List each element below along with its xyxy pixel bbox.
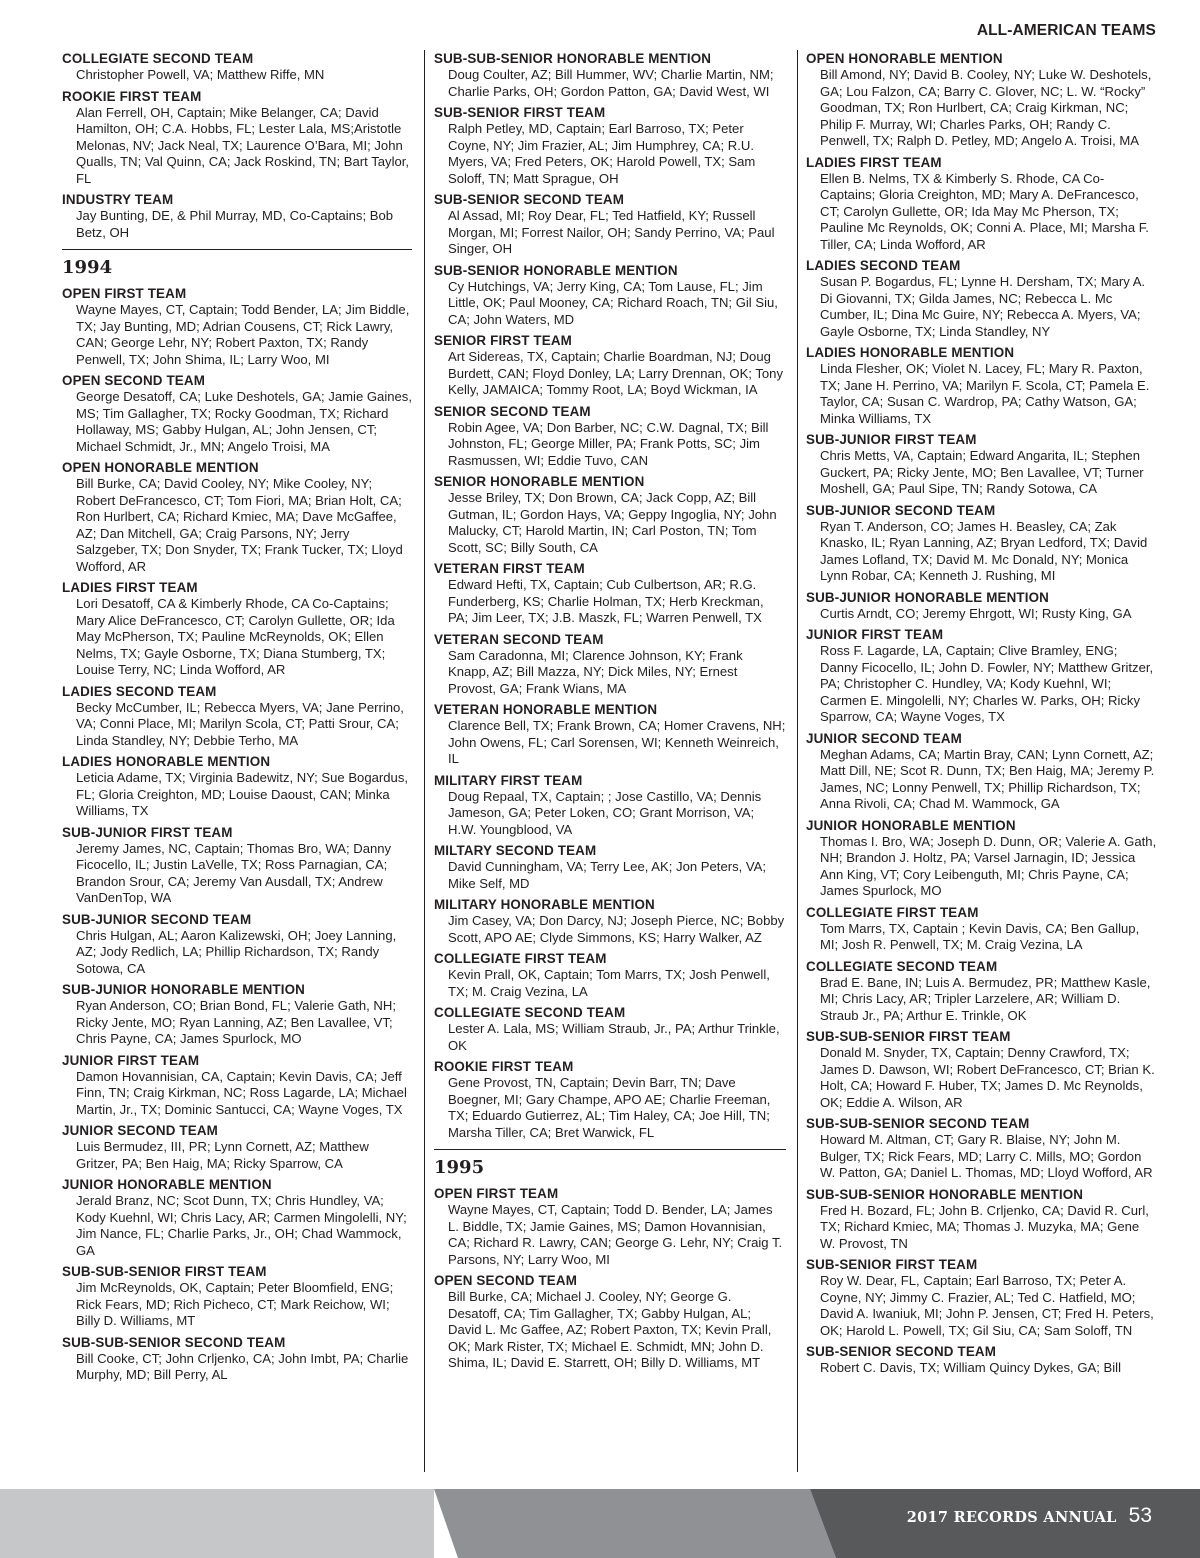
team-section bbox=[62, 1052, 412, 1119]
team-members: Linda Flesher, OK; Violet N. Lacey, FL; Mary R. Paxton, TX; Jane H. Perrino, VA; Marilyn F. Scola, CT; Pamela E. Taylor, CA; Susan C. Wardrop, PA; Cathy Watson, GA; Minka Williams, TX bbox=[820, 361, 1150, 426]
team-members: Robert C. Davis, TX; William Quincy Dykes, GA; Bill bbox=[820, 1360, 1121, 1375]
column-2 bbox=[434, 50, 786, 1376]
footer-band-mid bbox=[434, 1489, 836, 1558]
team-heading: JUNIOR SECOND TEAM bbox=[806, 730, 962, 746]
team-section bbox=[806, 50, 1158, 150]
team-heading: SUB-JUNIOR HONORABLE MENTION bbox=[62, 982, 306, 997]
team-section bbox=[806, 1186, 1158, 1253]
footer-band-light bbox=[0, 1489, 434, 1558]
team-members: Cy Hutchings, VA; Jerry King, CA; Tom Lause, FL; Jim Little, OK; Paul Mooney, CA; Richard Roach, TN; Gil Siu, CA; John Waters, MD bbox=[448, 278, 778, 327]
team-section bbox=[434, 896, 786, 946]
team-members: Jerald Branz, NC; Scot Dunn, TX; Chris Hundley, VA; Kody Kuehnl, WI; Chris Lacy, AR; Carmen Mingolelli, NY; Jim Nance, FL; Charlie Parks, Jr., OH; Chad Wammock, GA bbox=[76, 1193, 407, 1258]
team-heading: SUB-JUNIOR FIRST TEAM bbox=[62, 824, 233, 840]
team-heading: SUB-SUB-SENIOR FIRST TEAM bbox=[806, 1029, 1011, 1044]
team-section bbox=[806, 502, 1158, 585]
team-members: Robin Agee, VA; Don Barber, NC; C.W. Dagnal, TX; Bill Johnston, FL; George Miller, PA; Frank Potts, SC; Jim Rasmussen, WI; Eddie Tuvo, CAN bbox=[448, 419, 769, 468]
team-heading: COLLEGIATE FIRST TEAM bbox=[434, 951, 607, 966]
team-members: Leticia Adame, TX; Virginia Badewitz, NY; Sue Bogardus, FL; Gloria Creighton, MD; Louise Daoust, CAN; Minka Williams, TX bbox=[76, 770, 409, 818]
team-section bbox=[806, 431, 1158, 498]
team-heading: SUB-JUNIOR FIRST TEAM bbox=[806, 432, 977, 447]
team-members: Damon Hovannisian, CA, Captain; Kevin Davis, CA; Jeff Finn, TN; Craig Kirkman, NC; Ross Lagarde, LA; Michael Martin, Jr., TX; Dominic Santucci, CA; Wayne Voges, TX bbox=[76, 1068, 407, 1117]
team-heading: OPEN SECOND TEAM bbox=[434, 1273, 578, 1288]
team-heading: LADIES HONORABLE MENTION bbox=[806, 345, 1015, 360]
team-heading: SUB-SUB-SENIOR SECOND TEAM bbox=[62, 1334, 286, 1350]
team-members: Becky McCumber, IL; Rebecca Myers, VA; Jane Perrino, VA; Conni Place, MI; Marilyn Scola, CT; Patti Srour, CA; Linda Standley, NY; Debbie Terho, MA bbox=[76, 699, 404, 748]
team-section bbox=[62, 372, 412, 455]
year-section-divider bbox=[62, 249, 412, 279]
team-members: Christopher Powell, VA; Matthew Riffe, MN bbox=[76, 67, 325, 82]
year-heading: 1995 bbox=[434, 1157, 485, 1178]
team-members: David Cunningham, VA; Terry Lee, AK; Jon Peters, VA; Mike Self, MD bbox=[448, 859, 767, 891]
team-section bbox=[434, 262, 786, 329]
team-members: Chris Metts, VA, Captain; Edward Angarita, IL; Stephen Guckert, PA; Ricky Jente, MO; Ben Lavallee, VT; Turner Moshell, GA; Paul Sipe, TN; Randy Sotowa, CA bbox=[820, 448, 1144, 496]
team-section bbox=[434, 403, 786, 470]
team-section bbox=[434, 191, 786, 258]
year-heading: 1994 bbox=[62, 257, 113, 278]
team-section bbox=[62, 191, 412, 241]
team-heading: LADIES SECOND TEAM bbox=[62, 683, 217, 699]
team-section bbox=[806, 257, 1158, 340]
team-section bbox=[434, 772, 786, 839]
team-section bbox=[806, 730, 1158, 813]
team-section bbox=[434, 1185, 786, 1268]
team-section bbox=[434, 701, 786, 768]
team-heading: SUB-SENIOR SECOND TEAM bbox=[806, 1344, 997, 1359]
team-members: Lori Desatoff, CA & Kimberly Rhode, CA Co-Captains; Mary Alice DeFrancesco, CT; Carolyn Gullette, OR; Ida May McPherson, TX; Pauline McReynolds, OK; Ellen Nelms, TX; Gayle Osborne, TX; Diana Stumberg, TX; Louise Terry, NC; Linda Wofford, AR bbox=[76, 596, 395, 677]
team-members: Fred H. Bozard, FL; John B. Crljenko, CA; David R. Curl, TX; Richard Kmiec, MA; Thomas J. Muzyka, MA; Gene W. Provost, TN bbox=[820, 1202, 1149, 1251]
team-heading: INDUSTRY TEAM bbox=[62, 192, 174, 207]
team-section bbox=[806, 1115, 1158, 1182]
team-section bbox=[434, 50, 786, 100]
team-members: Doug Repaal, TX, Captain; ; Jose Castillo, VA; Dennis Jameson, GA; Peter Loken, CO; Grant Morrison, VA; H.W. Youngblood, VA bbox=[448, 788, 762, 837]
team-heading: SENIOR HONORABLE MENTION bbox=[434, 474, 645, 489]
team-members: Luis Bermudez, III, PR; Lynn Cornett, AZ; Matthew Gritzer, PA; Ben Haig, MA; Ricky Sparrow, CA bbox=[76, 1139, 369, 1171]
team-section bbox=[62, 88, 412, 188]
team-section bbox=[806, 589, 1158, 623]
team-section bbox=[434, 473, 786, 556]
team-heading: OPEN FIRST TEAM bbox=[62, 286, 187, 301]
team-section bbox=[434, 631, 786, 698]
team-heading: OPEN FIRST TEAM bbox=[434, 1186, 559, 1201]
team-section bbox=[62, 1334, 412, 1384]
team-members: Jim Casey, VA; Don Darcy, NJ; Joseph Pierce, NC; Bobby Scott, APO AE; Clyde Simmons, KS; Harry Walker, AZ bbox=[448, 913, 785, 945]
team-members: Ryan T. Anderson, CO; James H. Beasley, CA; Zak Knasko, IL; Ryan Lanning, AZ; Bryan Ledford, TX; David James Lofland, TX; David M. Mc Donald, NY; Monica Lynn Robar, CA; Kenneth J. Rushing, MI bbox=[820, 518, 1148, 583]
team-section bbox=[806, 958, 1158, 1025]
team-heading: SENIOR SECOND TEAM bbox=[434, 403, 591, 419]
team-members: Susan P. Bogardus, FL; Lynne H. Dersham, TX; Mary A. Di Giovanni, TX; Gilda James, NC; Rebecca L. Mc Cumber, IL; Dina Mc Guire, NY; Rebecca A. Myers, VA; Gayle Osborne, TX; Linda Standley, NY bbox=[820, 274, 1146, 339]
team-members: Jim McReynolds, OK, Captain; Peter Bloomfield, ENG; Rick Fears, MD; Rich Picheco, CT; Mark Reichow, WI; Billy D. Williams, MT bbox=[76, 1280, 394, 1328]
team-members: Bill Burke, CA; Michael J. Cooley, NY; George G. Desatoff, CA; Tim Gallagher, TX; Gabby Hulgan, AL; David L. Mc Gaffee, AZ; Robert Paxton, TX; Kevin Prall, OK; Mark Rister, TX; Michael E. Schmidt, MN; John D. Shima, IL; David E. Starrett, OH; Billy D. Williams, MT bbox=[448, 1289, 772, 1370]
team-members: Bill Cooke, CT; John Crljenko, CA; John Imbt, PA; Charlie Murphy, MD; Bill Perry, AL bbox=[76, 1350, 409, 1382]
team-heading: LADIES FIRST TEAM bbox=[806, 154, 942, 170]
team-members: Jesse Briley, TX; Don Brown, CA; Jack Copp, AZ; Bill Gutman, IL; Gordon Hays, VA; Geppy Ingoglia, NY; John Malucky, CT; Harold Martin, IN; Carl Poston, TN; Tom Scott, SC; Billy South, CA bbox=[448, 490, 777, 555]
team-heading: JUNIOR FIRST TEAM bbox=[806, 627, 944, 642]
team-members: Kevin Prall, OK, Captain; Tom Marrs, TX; Josh Penwell, TX; M. Craig Vezina, LA bbox=[448, 967, 770, 999]
team-section bbox=[806, 626, 1158, 726]
team-heading: SUB-SUB-SENIOR SECOND TEAM bbox=[806, 1116, 1030, 1131]
team-section bbox=[434, 1058, 786, 1141]
column-divider bbox=[797, 50, 798, 1472]
team-heading: SUB-SUB-SENIOR FIRST TEAM bbox=[62, 1264, 267, 1279]
team-members: Ryan Anderson, CO; Brian Bond, FL; Valerie Gath, NH; Ricky Jente, MO; Ryan Lanning, AZ; Ben Lavallee, VT; Chris Payne, CA; James Spurlock, MO bbox=[76, 998, 396, 1046]
team-members: Doug Coulter, AZ; Bill Hummer, WV; Charlie Martin, NM; Charlie Parks, OH; Gordon Patton, GA; David West, WI bbox=[448, 67, 774, 99]
team-heading: OPEN HONORABLE MENTION bbox=[806, 51, 1003, 66]
team-members: Meghan Adams, CA; Martin Bray, CAN; Lynn Cornett, AZ; Matt Dill, NE; Scot R. Dunn, TX; Ben Haig, MA; Jeremy P. James, NC; Lonny Penwell, TX; Phillip Richardson, TX; Anna Rivoli, CA; Chad M. Wammock, GA bbox=[820, 746, 1155, 811]
team-section bbox=[434, 1272, 786, 1372]
team-section bbox=[434, 950, 786, 1000]
team-heading: SUB-SUB-SENIOR HONORABLE MENTION bbox=[806, 1186, 1084, 1202]
team-heading: SUB-SENIOR FIRST TEAM bbox=[434, 105, 606, 120]
team-heading: COLLEGIATE FIRST TEAM bbox=[806, 904, 979, 920]
team-members: Sam Caradonna, MI; Clarence Johnson, KY; Frank Knapp, AZ; Bill Mazza, NY; Dick Miles, NY; Ernest Provost, GA; Frank Wians, MA bbox=[448, 647, 743, 696]
team-members: Curtis Arndt, CO; Jeremy Ehrgott, WI; Rusty King, GA bbox=[820, 605, 1132, 621]
team-heading: JUNIOR FIRST TEAM bbox=[62, 1052, 200, 1068]
publication-name: 2017 RECORDS ANNUAL bbox=[906, 1509, 1117, 1526]
team-heading: LADIES SECOND TEAM bbox=[806, 258, 961, 273]
team-heading: MILTARY SECOND TEAM bbox=[434, 843, 597, 858]
team-heading: SUB-JUNIOR HONORABLE MENTION bbox=[806, 589, 1050, 605]
team-members: Alan Ferrell, OH, Captain; Mike Belanger, CA; David Hamilton, OH; C.A. Hobbs, FL; Lester Lala, MS;Aristotle Melonas, NV; Jack Neal, TX; Laurence O’Bara, MI; John Qualls, TN; Val Quinn, CA; Jack Roskind, TN; Bart Taylor, FL bbox=[76, 104, 410, 186]
team-members: Ross F. Lagarde, LA, Captain; Clive Bramley, ENG; Danny Ficocello, IL; John D. Fowler, NY; Matthew Gritzer, PA; Christopher C. Hundley, VA; Kody Kuehnl, WI; Carmen E. Mingolelli, NY; Charles W. Parks, OH; Ricky Sparrow, CA; Wayne Voges, TX bbox=[820, 643, 1154, 724]
team-members: Bill Amond, NY; David B. Cooley, NY; Luke W. Deshotels, GA; Lou Falzon, CA; Barry C. Glover, NC; L. W. “Rocky” Goodman, TX; Ron Hurlbert, CA; Craig Kirkman, NC; Philip F. Murray, WI; Charles Parks, OH; Randy C. Penwell, TX; Ralph D. Petley, MD; Angelo A. Troisi, MA bbox=[820, 67, 1152, 148]
team-heading: MILITARY HONORABLE MENTION bbox=[434, 897, 655, 912]
team-heading: SUB-JUNIOR SECOND TEAM bbox=[806, 502, 996, 518]
team-section bbox=[62, 911, 412, 978]
column-3 bbox=[806, 50, 1158, 1381]
team-members: Chris Hulgan, AL; Aaron Kalizewski, OH; Joey Lanning, AZ; Jody Redlich, LA; Phillip Richardson, TX; Randy Sotowa, CA bbox=[76, 927, 397, 976]
team-members: Brad E. Bane, IN; Luis A. Bermudez, PR; Matthew Kasle, MI; Chris Lacy, AR; Tripler Larzelere, AR; William D. Straub Jr., PA; Arthur E. Trinkle, OK bbox=[820, 974, 1151, 1023]
team-section bbox=[806, 1028, 1158, 1111]
team-members: Gene Provost, TN, Captain; Devin Barr, TN; Dave Boegner, MI; Gary Champe, APO AE; Charlie Freeman, TX; Eduardo Gutierrez, AL; Tim Haley, CA; Joe Hill, TN; Marsha Tiller, CA; Bret Warwick, FL bbox=[448, 1075, 771, 1140]
team-heading: SUB-SUB-SENIOR HONORABLE MENTION bbox=[434, 51, 712, 66]
column-1 bbox=[62, 50, 412, 1388]
team-heading: COLLEGIATE SECOND TEAM bbox=[806, 958, 998, 974]
team-section bbox=[62, 1263, 412, 1330]
team-section bbox=[434, 1004, 786, 1054]
team-heading: ROOKIE FIRST TEAM bbox=[62, 88, 202, 104]
team-members: Howard M. Altman, CT; Gary R. Blaise, NY; John M. Bulger, TX; Rick Fears, MD; Larry C. Mills, MO; Gordon W. Patton, GA; Daniel L. Thomas, MD; Lloyd Wofford, AR bbox=[820, 1132, 1153, 1180]
team-section bbox=[806, 344, 1158, 427]
team-members: Wayne Mayes, CT, Captain; Todd D. Bender, LA; James L. Biddle, TX; Jamie Gaines, MS; Damon Hovannisian, CA; Richard R. Lawry, CAN; George G. Lehr, NY; Craig T. Parsons, NY; Larry Woo, MI bbox=[448, 1202, 783, 1267]
team-heading: LADIES FIRST TEAM bbox=[62, 580, 198, 595]
team-heading: SUB-JUNIOR SECOND TEAM bbox=[62, 911, 252, 927]
team-members: Ellen B. Nelms, TX & Kimberly S. Rhode, CA Co-Captains; Gloria Creighton, MD; Mary A. DeFrancesco, CT; Carolyn Gullette, OR; Ida May Mc Pherson, TX; Pauline Mc Reynolds, OK; Conni A. Place, MI; Marsha F. Tiller, CA; Linda Wofford, AR bbox=[820, 170, 1149, 252]
team-section bbox=[62, 824, 412, 907]
team-members: Clarence Bell, TX; Frank Brown, CA; Homer Cravens, NH; John Owens, FL; Carl Sorensen, WI; Kenneth Weinreich, IL bbox=[448, 718, 786, 766]
team-section bbox=[62, 459, 412, 575]
team-section bbox=[62, 50, 412, 84]
team-members: Jay Bunting, DE, & Phil Murray, MD, Co-Captains; Bob Betz, OH bbox=[76, 208, 394, 240]
page-number: 53 bbox=[1128, 1504, 1152, 1527]
team-heading: MILITARY FIRST TEAM bbox=[434, 772, 583, 788]
team-heading: COLLEGIATE SECOND TEAM bbox=[62, 51, 254, 66]
team-section bbox=[806, 1256, 1158, 1339]
team-section bbox=[62, 1122, 412, 1172]
running-head: ALL-AMERICAN TEAMS bbox=[976, 22, 1156, 39]
team-members: Thomas I. Bro, WA; Joseph D. Dunn, OR; Valerie A. Gath, NH; Brandon J. Holtz, PA; Varsel Jarnagin, ID; Jessica Ann King, VT; Cory Leibenguth, MI; Chris Payne, CA; James Spurlock, MO bbox=[820, 833, 1157, 898]
team-members: Bill Burke, CA; David Cooley, NY; Mike Cooley, NY; Robert DeFrancesco, CT; Tom Fiori, MA; Brian Holt, CA; Ron Hurlbert, CA; Richard Kmiec, MA; Dave McGaffee, AZ; Dan Mitchell, GA; Craig Parsons, NY; Jerry Salzgeber, TX; Don Snyder, TX; Frank Tucker, TX; Lloyd Wofford, AR bbox=[76, 476, 403, 574]
team-heading: VETERAN HONORABLE MENTION bbox=[434, 702, 658, 717]
team-members: George Desatoff, CA; Luke Deshotels, GA; Jamie Gaines, MS; Tim Gallagher, TX; Rocky Goodman, TX; Richard Hollaway, MS; Gabby Hulgan, AL; John Jensen, CT; Michael Schmidt, Jr., MN; Angelo Troisi, MA bbox=[76, 389, 412, 454]
page-footer bbox=[0, 1489, 1200, 1558]
team-section bbox=[62, 579, 412, 679]
team-section bbox=[62, 1176, 412, 1259]
team-heading: VETERAN SECOND TEAM bbox=[434, 631, 604, 647]
team-heading: COLLEGIATE SECOND TEAM bbox=[434, 1005, 626, 1020]
team-members: Wayne Mayes, CT, Captain; Todd Bender, LA; Jim Biddle, TX; Jay Bunting, MD; Adrian Cousens, CT; Rick Lawry, CAN; George Lehr, NY; Robert Paxton, TX; Randy Penwell, TX; John Shima, IL; Larry Woo, MI bbox=[76, 302, 410, 367]
team-section bbox=[806, 1343, 1158, 1377]
team-section bbox=[434, 104, 786, 187]
team-heading: LADIES HONORABLE MENTION bbox=[62, 754, 271, 769]
team-heading: SUB-SENIOR HONORABLE MENTION bbox=[434, 262, 678, 278]
team-section bbox=[434, 332, 786, 399]
team-heading: ROOKIE FIRST TEAM bbox=[434, 1059, 574, 1074]
team-section bbox=[62, 285, 412, 368]
team-heading: JUNIOR HONORABLE MENTION bbox=[62, 1177, 272, 1192]
team-section bbox=[62, 753, 412, 820]
team-section bbox=[806, 154, 1158, 254]
team-members: Edward Hefti, TX, Captain; Cub Culbertson, AR; R.G. Funderberg, KS; Charlie Holman, TX; Herb Kreckman, PA; Jim Leer, TX; J.B. Maszk, FL; Warren Penwell, TX bbox=[448, 577, 764, 625]
column-divider bbox=[424, 50, 425, 1472]
team-heading: JUNIOR HONORABLE MENTION bbox=[806, 817, 1016, 833]
team-members: Tom Marrs, TX, Captain ; Kevin Davis, CA; Ben Gallup, MI; Josh R. Penwell, TX; M. Craig Vezina, LA bbox=[820, 920, 1140, 952]
team-section bbox=[806, 817, 1158, 900]
footer-text bbox=[907, 1504, 1152, 1528]
team-members: Jeremy James, NC, Captain; Thomas Bro, WA; Danny Ficocello, IL; Justin LaVelle, TX; Ross Parnagian, CA; Brandon Srour, CA; Jeremy Van Ausdall, TX; Andrew VanDenTop, WA bbox=[76, 840, 392, 905]
team-section bbox=[62, 683, 412, 750]
team-members: Lester A. Lala, MS; William Straub, Jr., PA; Arthur Trinkle, OK bbox=[448, 1021, 780, 1053]
team-section bbox=[434, 560, 786, 627]
team-members: Al Assad, MI; Roy Dear, FL; Ted Hatfield, KY; Russell Morgan, MI; Forrest Nailor, OH; Sandy Perrino, VA; Paul Singer, OH bbox=[448, 208, 775, 256]
team-heading: SENIOR FIRST TEAM bbox=[434, 333, 572, 348]
team-members: Donald M. Snyder, TX, Captain; Denny Crawford, TX; James D. Dawson, WI; Robert DeFrancesco, CT; Brian K. Holt, CA; Howard F. Huber, TX; James D. Mc Reynolds, OK; Eddie A. Wilson, AR bbox=[820, 1045, 1155, 1110]
team-members: Ralph Petley, MD, Captain; Earl Barroso, TX; Peter Coyne, NY; Jim Frazier, AL; Jim Humphrey, CA; R.U. Myers, VA; Fred Peters, OK; Harold Powell, TX; Sam Soloff, TN; Matt Sprague, OH bbox=[448, 121, 756, 186]
team-heading: OPEN SECOND TEAM bbox=[62, 373, 206, 388]
team-heading: SUB-SENIOR SECOND TEAM bbox=[434, 192, 625, 207]
team-section bbox=[806, 904, 1158, 954]
team-heading: OPEN HONORABLE MENTION bbox=[62, 460, 259, 475]
team-heading: SUB-SENIOR FIRST TEAM bbox=[806, 1257, 978, 1272]
team-section bbox=[62, 981, 412, 1048]
team-section bbox=[434, 842, 786, 892]
team-members: Roy W. Dear, FL, Captain; Earl Barroso, TX; Peter A. Coyne, NY; Jimmy C. Frazier, AL; Ted C. Hatfield, MO; David A. Iwaniuk, MI; John P. Jensen, CT; Fred H. Peters, OK; Harold L. Powell, TX; Gil Siu, CA; Sam Soloff, TN bbox=[820, 1273, 1154, 1338]
team-heading: VETERAN FIRST TEAM bbox=[434, 561, 585, 576]
team-heading: JUNIOR SECOND TEAM bbox=[62, 1123, 218, 1138]
team-members: Art Sidereas, TX, Captain; Charlie Boardman, NJ; Doug Burdett, CAN; Floyd Donley, LA; Larry Drennan, OK; Tony Kelly, JAMAICA; Tommy Root, LA; Boyd Wickman, IA bbox=[448, 349, 784, 397]
year-section-divider bbox=[434, 1149, 786, 1179]
